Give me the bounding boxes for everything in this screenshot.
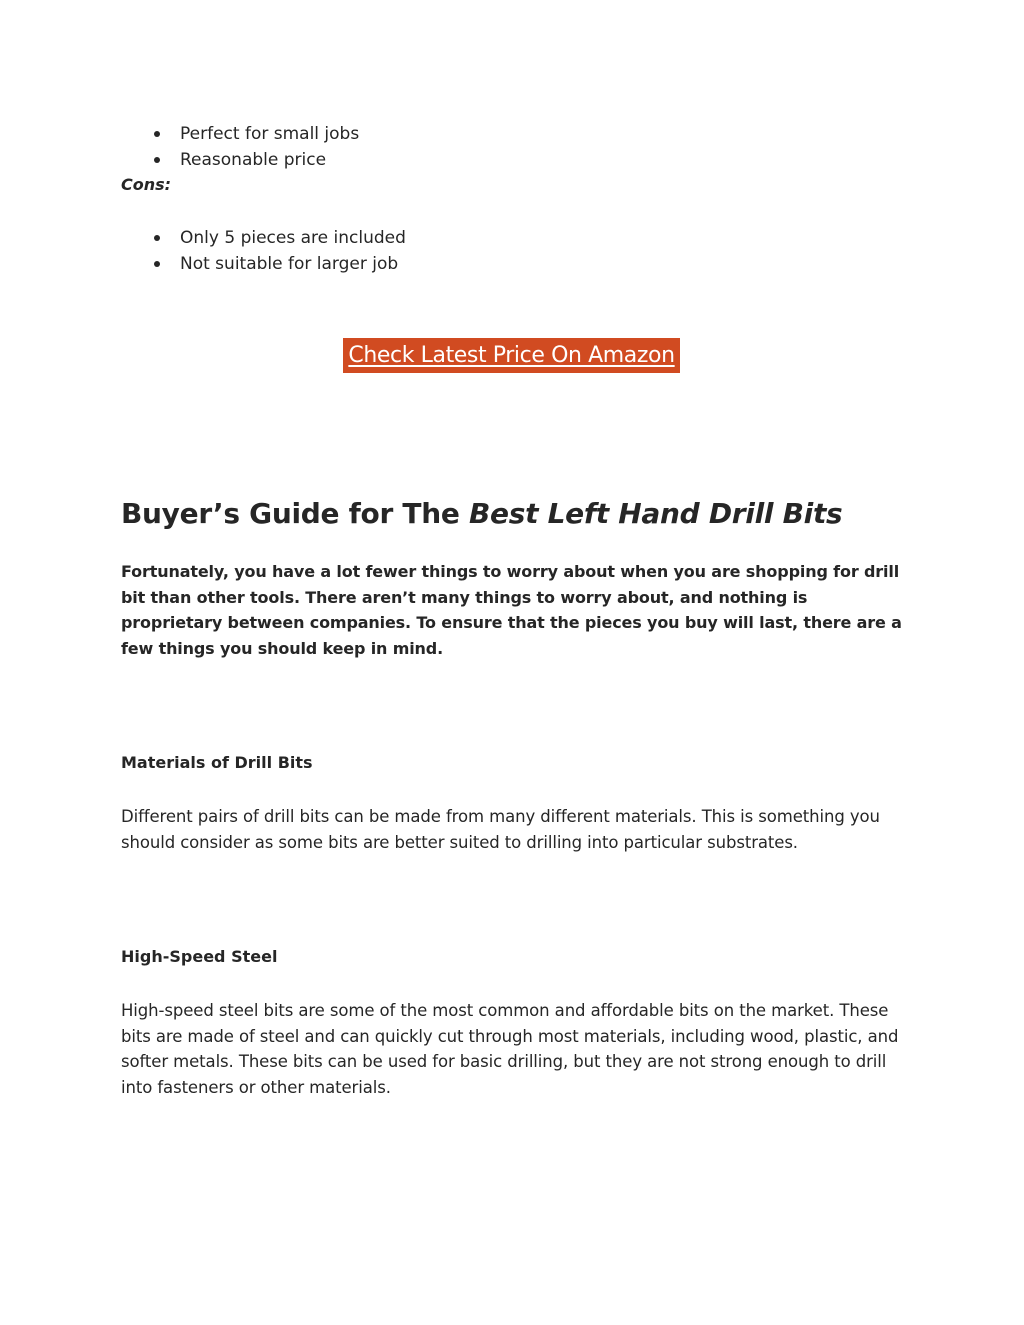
cons-list bbox=[121, 225, 406, 277]
bullet-icon bbox=[154, 261, 160, 267]
section-paragraph: High-speed steel bits are some of the most common and affordable bits on the market. These bits are made of steel and can quickly cut through most materials, including wood, plastic, and softer metals. These bits can be used for basic drilling, but they are not strong enough to drill into fasteners or other materials. bbox=[121, 1001, 899, 1097]
bullet-icon bbox=[154, 131, 160, 137]
list-item bbox=[121, 147, 359, 173]
page-title bbox=[121, 494, 842, 534]
bullet-icon bbox=[154, 235, 160, 241]
pros-list bbox=[121, 121, 359, 173]
check-price-button[interactable]: Check Latest Price On Amazon bbox=[343, 338, 680, 373]
list-item bbox=[121, 251, 406, 277]
section-paragraph: Different pairs of drill bits can be made from many different materials. This is something you should consider as some bits are better suited to drilling into particular substrates. bbox=[121, 807, 880, 852]
list-item bbox=[121, 225, 406, 251]
intro-paragraph: Fortunately, you have a lot fewer things to worry about when you are shopping for drill bit than other tools. There aren’t many things to worry about, and nothing is proprietary between companies. To ensure that the pieces you buy will last, there are a few things you should keep in mind. bbox=[121, 562, 902, 658]
section-title: High-Speed Steel bbox=[121, 947, 278, 966]
pros-item-text: Reasonable price bbox=[180, 150, 327, 170]
title-italic: Best Left Hand Drill Bits bbox=[469, 497, 843, 530]
bullet-icon bbox=[154, 157, 160, 163]
list-item bbox=[121, 121, 359, 147]
cons-label: Cons: bbox=[121, 175, 172, 194]
pros-item-text: Perfect for small jobs bbox=[180, 124, 360, 144]
cons-item-text: Not suitable for larger job bbox=[180, 254, 399, 274]
section-title: Materials of Drill Bits bbox=[121, 753, 313, 772]
title-plain: Buyer’s Guide for The bbox=[121, 497, 469, 530]
cons-item-text: Only 5 pieces are included bbox=[180, 228, 406, 248]
